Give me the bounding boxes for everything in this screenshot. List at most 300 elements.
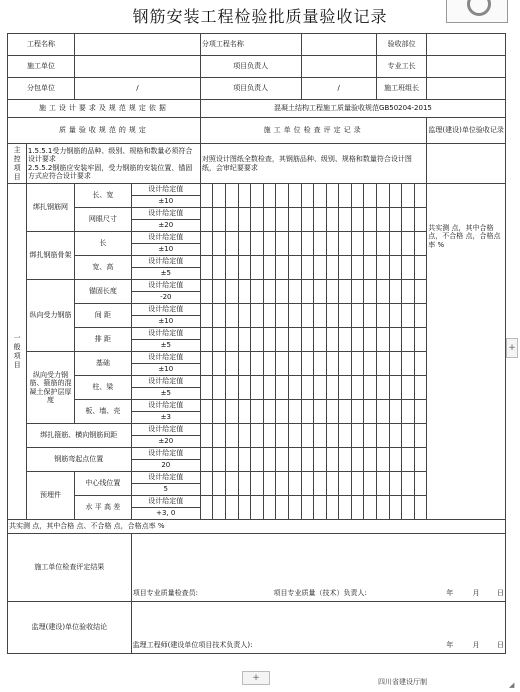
measurement-cell[interactable] <box>351 376 364 400</box>
measurement-cell[interactable] <box>414 352 427 376</box>
measurement-cell[interactable] <box>376 472 389 496</box>
measurement-cell[interactable] <box>276 304 289 328</box>
measurement-cell[interactable] <box>276 424 289 448</box>
measurement-cell[interactable] <box>314 328 327 352</box>
measurement-cell[interactable] <box>263 280 276 304</box>
general-spec-cell <box>131 352 200 376</box>
measurement-cell[interactable] <box>414 376 427 400</box>
measurement-cell[interactable] <box>414 208 427 232</box>
measurement-cell[interactable] <box>288 400 301 424</box>
general-spec-cell <box>131 496 200 520</box>
measurement-cell[interactable] <box>402 376 415 400</box>
measurement-cell[interactable] <box>213 256 226 280</box>
measurement-cell[interactable] <box>301 424 314 448</box>
measurement-cell[interactable] <box>389 448 402 472</box>
measurement-cell[interactable] <box>200 184 213 208</box>
measurement-cell[interactable] <box>414 232 427 256</box>
eval-label: 施工单位检查评定结果 <box>8 534 132 602</box>
measurement-cell[interactable] <box>351 424 364 448</box>
eval-body[interactable] <box>131 534 505 602</box>
measurement-cell[interactable] <box>238 352 251 376</box>
measurement-cell[interactable] <box>226 496 239 520</box>
measurement-cell[interactable] <box>339 280 352 304</box>
tolerance-value: ±3 <box>160 413 171 421</box>
measurement-cell[interactable] <box>314 304 327 328</box>
measurement-cell[interactable] <box>288 208 301 232</box>
measurement-cell[interactable] <box>314 448 327 472</box>
measurement-cell[interactable] <box>376 184 389 208</box>
measurement-cell[interactable] <box>339 328 352 352</box>
measurement-cell[interactable] <box>339 496 352 520</box>
measurement-cell[interactable] <box>238 496 251 520</box>
measurement-cell[interactable] <box>339 376 352 400</box>
measurement-cell[interactable] <box>226 208 239 232</box>
measurement-cell[interactable] <box>376 208 389 232</box>
measurement-cell[interactable] <box>213 424 226 448</box>
general-spec-cell <box>131 424 200 448</box>
measurement-cell[interactable] <box>414 424 427 448</box>
measurement-cell[interactable] <box>200 352 213 376</box>
measurement-cell[interactable] <box>376 496 389 520</box>
tolerance-value: -20 <box>160 293 172 301</box>
measurement-cell[interactable] <box>238 280 251 304</box>
measurement-cell[interactable] <box>276 376 289 400</box>
measurement-cell[interactable] <box>301 208 314 232</box>
general-spec-cell <box>131 304 200 328</box>
measurement-cell[interactable] <box>288 256 301 280</box>
measurement-cell[interactable] <box>389 280 402 304</box>
measurement-cell[interactable] <box>314 184 327 208</box>
measurement-cell[interactable] <box>276 328 289 352</box>
measurement-cell[interactable] <box>402 496 415 520</box>
subcontract-unit-value[interactable]: / <box>75 78 201 100</box>
measurement-cell[interactable] <box>364 256 377 280</box>
measurement-cell[interactable] <box>251 496 264 520</box>
eval-year: 年 <box>446 588 454 597</box>
spec-value: 设计给定值 <box>132 184 200 196</box>
measurement-cell[interactable] <box>364 472 377 496</box>
measurement-cell[interactable] <box>238 328 251 352</box>
measurement-cell[interactable] <box>351 184 364 208</box>
measurement-cell[interactable] <box>389 424 402 448</box>
sub-project-manager-value[interactable]: / <box>301 78 376 100</box>
measurement-cell[interactable] <box>251 352 264 376</box>
resize-handle-icon[interactable]: ◢ <box>509 681 515 689</box>
measurement-cell[interactable] <box>351 496 364 520</box>
measurement-cell[interactable] <box>200 304 213 328</box>
measurement-cell[interactable] <box>314 256 327 280</box>
measurement-cell[interactable] <box>200 280 213 304</box>
measurement-cell[interactable] <box>376 400 389 424</box>
measurement-cell[interactable] <box>326 232 339 256</box>
measurement-cell[interactable] <box>238 184 251 208</box>
measurement-cell[interactable] <box>276 184 289 208</box>
measurement-cell[interactable] <box>263 184 276 208</box>
measurement-cell[interactable] <box>251 328 264 352</box>
measurement-cell[interactable] <box>414 184 427 208</box>
construction-unit-value[interactable] <box>75 56 201 78</box>
measurement-cell[interactable] <box>226 184 239 208</box>
measurement-cell[interactable] <box>402 256 415 280</box>
general-sub-label: 宽、高 <box>75 256 132 280</box>
measurement-cell[interactable] <box>226 352 239 376</box>
main-supervisor-value[interactable] <box>427 144 506 184</box>
measurement-cell[interactable] <box>288 304 301 328</box>
measurement-cell[interactable] <box>200 328 213 352</box>
measurement-cell[interactable] <box>351 352 364 376</box>
measurement-cell[interactable] <box>389 328 402 352</box>
measurement-cell[interactable] <box>402 208 415 232</box>
measurement-cell[interactable] <box>376 376 389 400</box>
measurement-cell[interactable] <box>351 472 364 496</box>
measurement-cell[interactable] <box>251 184 264 208</box>
subproject-name-value[interactable] <box>301 34 376 56</box>
measurement-cell[interactable] <box>402 472 415 496</box>
measurement-cell[interactable] <box>414 280 427 304</box>
measurement-cell[interactable] <box>339 400 352 424</box>
measurement-cell[interactable] <box>301 184 314 208</box>
measurement-cell[interactable] <box>276 448 289 472</box>
measurement-cell[interactable] <box>251 376 264 400</box>
measurement-cell[interactable] <box>351 304 364 328</box>
measurement-cell[interactable] <box>200 208 213 232</box>
measurement-cell[interactable] <box>364 352 377 376</box>
measurement-cell[interactable] <box>376 256 389 280</box>
measurement-cell[interactable] <box>301 376 314 400</box>
measurement-cell[interactable] <box>251 208 264 232</box>
measurement-cell[interactable] <box>276 352 289 376</box>
measurement-cell[interactable] <box>226 376 239 400</box>
acceptance-part-label: 验收部位 <box>376 34 426 56</box>
measurement-cell[interactable] <box>351 328 364 352</box>
tolerance-value: 5 <box>163 485 169 493</box>
measurement-cell[interactable] <box>376 232 389 256</box>
measurement-cell[interactable] <box>238 424 251 448</box>
measurement-cell[interactable] <box>364 208 377 232</box>
measurement-cell[interactable] <box>314 424 327 448</box>
measurement-cell[interactable] <box>263 496 276 520</box>
measurement-cell[interactable] <box>376 304 389 328</box>
measurement-cell[interactable] <box>301 352 314 376</box>
measurement-cell[interactable] <box>213 304 226 328</box>
side-add-button[interactable]: + <box>506 338 518 358</box>
measurement-cell[interactable] <box>301 304 314 328</box>
measurement-cell[interactable] <box>200 256 213 280</box>
eval-day: 日 <box>497 588 504 597</box>
measurement-cell[interactable] <box>414 304 427 328</box>
measurement-cell[interactable] <box>314 400 327 424</box>
measurement-cell[interactable] <box>314 280 327 304</box>
measurement-cell[interactable] <box>200 472 213 496</box>
measurement-cell[interactable] <box>263 448 276 472</box>
measurement-cell[interactable] <box>301 448 314 472</box>
measurement-cell[interactable] <box>414 400 427 424</box>
measurement-cell[interactable] <box>213 352 226 376</box>
measurement-cell[interactable] <box>414 328 427 352</box>
page-title: 钢筋安装工程检验批质量验收记录 <box>132 7 388 26</box>
foreman-value[interactable] <box>427 56 506 78</box>
measurement-cell[interactable] <box>251 448 264 472</box>
bottom-add-button[interactable]: + <box>242 671 270 685</box>
inspection-form <box>7 33 506 654</box>
measurement-cell[interactable] <box>238 304 251 328</box>
measurement-cell[interactable] <box>351 208 364 232</box>
measurement-cell[interactable] <box>288 424 301 448</box>
measurement-cell[interactable] <box>339 208 352 232</box>
measurement-cell[interactable] <box>238 208 251 232</box>
measurement-cell[interactable] <box>213 472 226 496</box>
measurement-cell[interactable] <box>200 232 213 256</box>
measurement-cell[interactable] <box>314 472 327 496</box>
measurement-cell[interactable] <box>251 232 264 256</box>
measurement-cell[interactable] <box>263 256 276 280</box>
measurement-cell[interactable] <box>288 184 301 208</box>
measurement-cell[interactable] <box>414 448 427 472</box>
measurement-cell[interactable] <box>301 232 314 256</box>
measurement-cell[interactable] <box>276 496 289 520</box>
measurement-cell[interactable] <box>389 496 402 520</box>
measurement-cell[interactable] <box>238 256 251 280</box>
measurement-cell[interactable] <box>364 328 377 352</box>
measurement-cell[interactable] <box>251 472 264 496</box>
measurement-cell[interactable] <box>364 184 377 208</box>
measurement-cell[interactable] <box>238 232 251 256</box>
basis-value: 混凝土结构工程施工质量验收规范GB50204-2015 <box>200 100 505 118</box>
measurement-cell[interactable] <box>200 424 213 448</box>
measurement-cell[interactable] <box>251 256 264 280</box>
measurement-cell[interactable] <box>326 208 339 232</box>
measurement-cell[interactable] <box>389 472 402 496</box>
spec-value: 设计给定值 <box>132 496 200 508</box>
measurement-cell[interactable] <box>414 496 427 520</box>
general-group-label: 绑扎箍筋、横向钢筋间距 <box>26 424 131 448</box>
measurement-cell[interactable] <box>389 352 402 376</box>
measurement-cell[interactable] <box>200 400 213 424</box>
measurement-cell[interactable] <box>402 232 415 256</box>
measurement-cell[interactable] <box>263 328 276 352</box>
measurement-cell[interactable] <box>402 280 415 304</box>
measurement-cell[interactable] <box>326 184 339 208</box>
measurement-cell[interactable] <box>364 232 377 256</box>
measurement-cell[interactable] <box>276 256 289 280</box>
measurement-cell[interactable] <box>288 328 301 352</box>
general-spec-cell <box>131 448 200 472</box>
measurement-cell[interactable] <box>276 232 289 256</box>
measurement-cell[interactable] <box>213 208 226 232</box>
measurement-cell[interactable] <box>238 448 251 472</box>
measurement-cell[interactable] <box>288 472 301 496</box>
measurement-cell[interactable] <box>263 424 276 448</box>
measurement-cell[interactable] <box>263 304 276 328</box>
measurement-cell[interactable] <box>326 352 339 376</box>
measurement-cell[interactable] <box>339 472 352 496</box>
measurement-cell[interactable] <box>402 184 415 208</box>
measurement-cell[interactable] <box>301 400 314 424</box>
measurement-cell[interactable] <box>389 376 402 400</box>
general-group-label: 纵向受力钢筋、箍筋的混凝土保护层厚度 <box>26 352 74 424</box>
measurement-cell[interactable] <box>339 304 352 328</box>
measurement-cell[interactable] <box>314 208 327 232</box>
measurement-cell[interactable] <box>301 256 314 280</box>
measurement-cell[interactable] <box>339 184 352 208</box>
measurement-cell[interactable] <box>376 328 389 352</box>
measurement-cell[interactable] <box>314 376 327 400</box>
measurement-cell[interactable] <box>339 256 352 280</box>
measurement-cell[interactable] <box>226 424 239 448</box>
measurement-cell[interactable] <box>389 400 402 424</box>
general-sub-label: 长 <box>75 232 132 256</box>
measurement-cell[interactable] <box>314 352 327 376</box>
measurement-cell[interactable] <box>376 280 389 304</box>
measurement-cell[interactable] <box>339 232 352 256</box>
measurement-cell[interactable] <box>238 400 251 424</box>
measurement-cell[interactable] <box>276 280 289 304</box>
project-name-value[interactable] <box>75 34 201 56</box>
measurement-cell[interactable] <box>213 184 226 208</box>
measurement-cell[interactable] <box>326 256 339 280</box>
measurement-cell[interactable] <box>301 280 314 304</box>
tolerance-value: ±5 <box>160 269 171 277</box>
measurement-cell[interactable] <box>414 472 427 496</box>
measurement-cell[interactable] <box>226 448 239 472</box>
measurement-cell[interactable] <box>326 328 339 352</box>
measurement-cell[interactable] <box>226 400 239 424</box>
measurement-cell[interactable] <box>351 256 364 280</box>
measurement-cell[interactable] <box>301 472 314 496</box>
supervise-body[interactable] <box>131 602 505 654</box>
measurement-cell[interactable] <box>213 400 226 424</box>
measurement-cell[interactable] <box>389 256 402 280</box>
measurement-cell[interactable] <box>263 400 276 424</box>
measurement-cell[interactable] <box>263 208 276 232</box>
general-spec-cell <box>131 472 200 496</box>
measurement-cell[interactable] <box>314 496 327 520</box>
measurement-cell[interactable] <box>351 400 364 424</box>
measurement-cell[interactable] <box>326 472 339 496</box>
measurement-cell[interactable] <box>226 256 239 280</box>
measurement-cell[interactable] <box>288 376 301 400</box>
measurement-cell[interactable] <box>339 352 352 376</box>
tolerance-value: ±10 <box>158 317 174 325</box>
measurement-cell[interactable] <box>389 208 402 232</box>
measurement-cell[interactable] <box>326 496 339 520</box>
measurement-cell[interactable] <box>402 448 415 472</box>
measurement-cell[interactable] <box>326 448 339 472</box>
measurement-cell[interactable] <box>251 424 264 448</box>
measurement-cell[interactable] <box>226 304 239 328</box>
measurement-cell[interactable] <box>364 496 377 520</box>
measurement-cell[interactable] <box>263 232 276 256</box>
measurement-cell[interactable] <box>326 400 339 424</box>
measurement-cell[interactable] <box>376 424 389 448</box>
measurement-cell[interactable] <box>263 376 276 400</box>
measurement-cell[interactable] <box>364 304 377 328</box>
measurement-cell[interactable] <box>226 232 239 256</box>
measurement-cell[interactable] <box>276 472 289 496</box>
general-sub-label: 锚固长度 <box>75 280 132 304</box>
measurement-cell[interactable] <box>288 280 301 304</box>
measurement-cell[interactable] <box>238 472 251 496</box>
measurement-cell[interactable] <box>402 400 415 424</box>
measurement-cell[interactable] <box>402 424 415 448</box>
measurement-cell[interactable] <box>276 208 289 232</box>
general-sub-label: 板、墙、壳 <box>75 400 132 424</box>
tolerance-value: ±20 <box>158 221 174 229</box>
measurement-cell[interactable] <box>351 280 364 304</box>
measurement-cell[interactable] <box>251 280 264 304</box>
measurement-cell[interactable] <box>402 352 415 376</box>
measurement-cell[interactable] <box>288 352 301 376</box>
measurement-cell[interactable] <box>364 448 377 472</box>
measurement-cell[interactable] <box>263 352 276 376</box>
measurement-cell[interactable] <box>402 328 415 352</box>
measurement-cell[interactable] <box>326 304 339 328</box>
measurement-cell[interactable] <box>301 496 314 520</box>
measurement-cell[interactable] <box>364 280 377 304</box>
measurement-cell[interactable] <box>200 496 213 520</box>
measurement-cell[interactable] <box>339 448 352 472</box>
measurement-cell[interactable] <box>238 376 251 400</box>
measurement-cell[interactable] <box>389 304 402 328</box>
spec-value: 设计给定值 <box>132 424 200 436</box>
measurement-cell[interactable] <box>263 472 276 496</box>
measurement-cell[interactable] <box>213 496 226 520</box>
measurement-cell[interactable] <box>213 232 226 256</box>
measurement-cell[interactable] <box>326 376 339 400</box>
measurement-cell[interactable] <box>288 232 301 256</box>
project-manager-value[interactable] <box>301 56 376 78</box>
measurement-cell[interactable] <box>339 424 352 448</box>
measurement-cell[interactable] <box>213 328 226 352</box>
measurement-cell[interactable] <box>226 280 239 304</box>
measurement-cell[interactable] <box>213 280 226 304</box>
measurement-cell[interactable] <box>200 376 213 400</box>
supervise-year: 年 <box>446 640 454 649</box>
measurement-cell[interactable] <box>251 400 264 424</box>
measurement-cell[interactable] <box>402 304 415 328</box>
measurement-cell[interactable] <box>326 280 339 304</box>
measurement-cell[interactable] <box>251 304 264 328</box>
subcontract-unit-label: 分包单位 <box>8 78 75 100</box>
measurement-cell[interactable] <box>213 448 226 472</box>
measurement-cell[interactable] <box>226 328 239 352</box>
measurement-cell[interactable] <box>389 232 402 256</box>
measurement-cell[interactable] <box>351 448 364 472</box>
measurement-cell[interactable] <box>389 184 402 208</box>
measurement-cell[interactable] <box>414 256 427 280</box>
measurement-cell[interactable] <box>200 448 213 472</box>
general-group-label: 钢筋弯起点位置 <box>26 448 131 472</box>
measurement-cell[interactable] <box>314 232 327 256</box>
measurement-cell[interactable] <box>376 352 389 376</box>
acceptance-part-value[interactable] <box>427 34 506 56</box>
project-manager-label: 项目负责人 <box>200 56 301 78</box>
measurement-cell[interactable] <box>288 496 301 520</box>
measurement-cell[interactable] <box>364 400 377 424</box>
measurement-cell[interactable] <box>213 376 226 400</box>
ring-icon <box>467 0 491 16</box>
measurement-cell[interactable] <box>301 328 314 352</box>
measurement-cell[interactable] <box>376 448 389 472</box>
measurement-cell[interactable] <box>276 400 289 424</box>
measurement-cell[interactable] <box>226 472 239 496</box>
measurement-cell[interactable] <box>351 232 364 256</box>
team-leader-value[interactable] <box>427 78 506 100</box>
measurement-cell[interactable] <box>288 448 301 472</box>
measurement-cell[interactable] <box>364 376 377 400</box>
measurement-cell[interactable] <box>326 424 339 448</box>
measurement-cell[interactable] <box>364 424 377 448</box>
